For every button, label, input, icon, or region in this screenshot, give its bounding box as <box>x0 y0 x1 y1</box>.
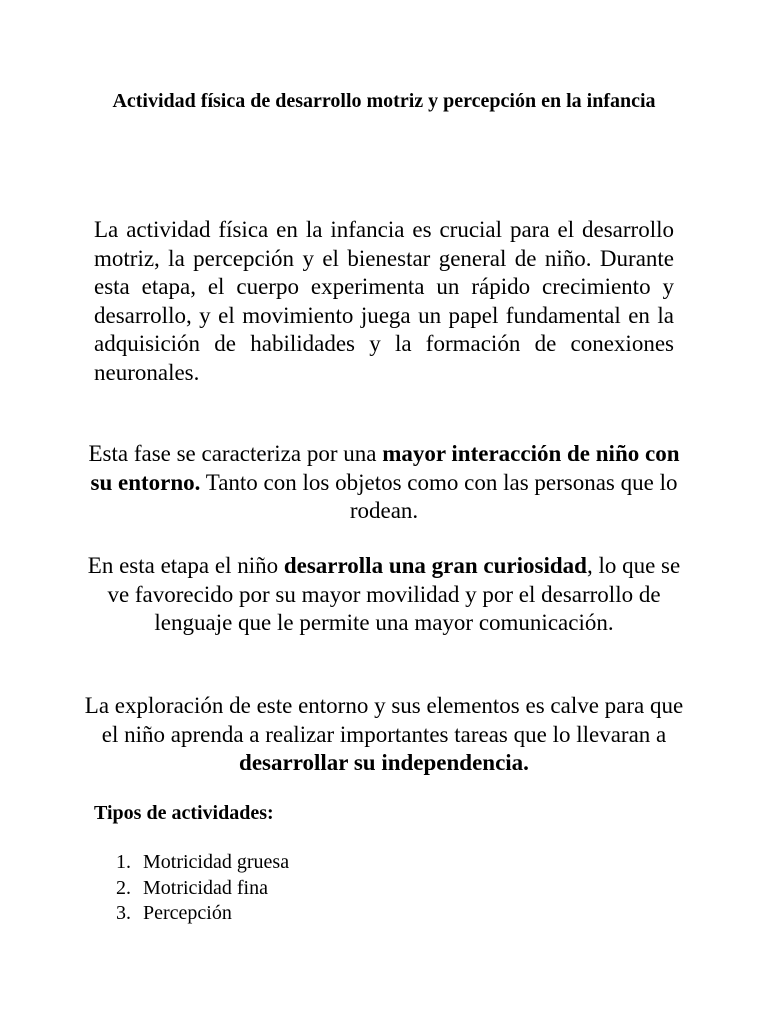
activity-types-list <box>116 850 289 927</box>
list-item <box>116 901 289 927</box>
paragraph-interaction-text-before: Esta fase se caracteriza por una <box>88 441 383 466</box>
paragraph-curiosity-text-after: , lo que se ve favorecido por su mayor movilidad y por el desarrollo de lenguaje que le permite una mayor comunicación. <box>107 553 681 635</box>
list-item-label: Motricidad gruesa <box>143 851 290 873</box>
list-item-label: Percepción <box>143 902 232 924</box>
paragraph-curiosity <box>84 552 684 638</box>
list-item <box>116 850 289 876</box>
list-item-label: Motricidad fina <box>143 876 268 899</box>
document-title: Actividad física de desarrollo motriz y percepción en la infancia <box>112 90 656 112</box>
paragraph-curiosity-text-before: En esta etapa el niño <box>87 553 284 578</box>
paragraph-independence <box>84 692 684 778</box>
paragraph-independence-text-before: La exploración de este entorno y sus elementos es calve para que el niño aprenda a realizar importantes tareas que lo llevaran a <box>84 693 684 747</box>
activity-types-heading: Tipos de actividades: <box>94 802 274 824</box>
paragraph-interaction <box>84 440 684 526</box>
paragraph-curiosity-bold: desarrolla una gran curiosidad <box>283 553 587 578</box>
list-item-number: 1. <box>116 851 131 873</box>
intro-paragraph: La actividad física en la infancia es crucial para el desarrollo motriz, la percepción y el bienestar general de niño. Durante esta etapa, el cuerpo experimenta un rápido crecimiento y desarrollo, y el movimiento juega un papel fundamental en la adquisición de habilidades y la formación de conexiones neuronales. <box>94 217 674 385</box>
list-item-number: 3. <box>116 902 131 924</box>
list-item <box>116 876 289 902</box>
paragraph-interaction-bold: mayor interacción de niño con su entorno. <box>90 441 680 495</box>
list-item-number: 2. <box>116 876 131 899</box>
paragraph-interaction-text-after: Tanto con los objetos como con las personas que lo rodean. <box>200 469 678 523</box>
paragraph-independence-bold: desarrollar su independencia. <box>239 750 529 775</box>
